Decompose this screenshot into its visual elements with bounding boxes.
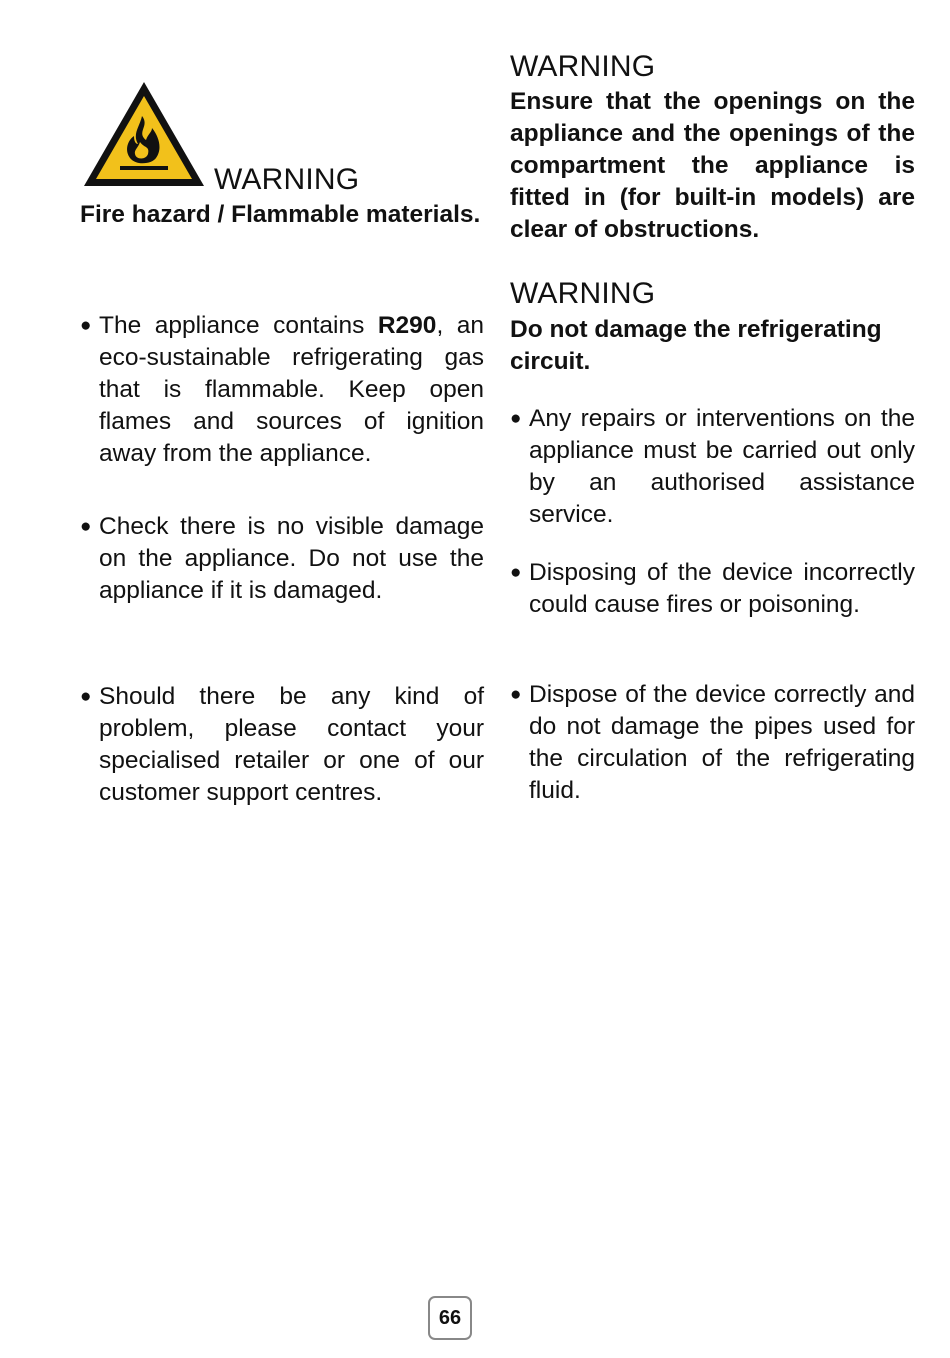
bullet-icon: ●: [510, 684, 522, 705]
warning-subtitle: Ensure that the openings on the appliance and the openings of the compartment the appliance is fitted in (for built-in models) are clear of obstructions.: [510, 88, 915, 243]
warning-title: WARNING: [214, 163, 360, 196]
list-item: [80, 681, 484, 809]
refrigerant-code: R290: [377, 312, 437, 339]
warning-title: WARNING: [510, 50, 656, 83]
list-item-text: Disposing of the device incorrectly could cause fires or poisoning.: [529, 559, 915, 618]
warning-subtitle: Fire hazard / Flammable materials.: [80, 201, 481, 228]
bullet-icon: ●: [80, 315, 92, 336]
bullet-icon: ●: [510, 408, 522, 429]
list-item: [510, 679, 915, 807]
warning-title: WARNING: [510, 277, 656, 310]
left-column: [80, 0, 484, 806]
list-item-text: Any repairs or interventions on the appliance must be carried out only by an authorised assistance service.: [529, 405, 915, 528]
fire-warning-header: [80, 0, 484, 228]
list-item-text: Dispose of the device correctly and do not damage the pipes used for the circulation of the refrigerating fluid.: [529, 681, 915, 804]
bullet-icon: ●: [510, 562, 522, 583]
list-item: [510, 403, 915, 531]
page-number: 66: [428, 1296, 472, 1340]
list-item-text: Check there is no visible damage on the appliance. Do not use the appliance if it is damaged.: [99, 513, 484, 604]
list-item-text: Should there be any kind of problem, please contact your specialised retailer or one of our customer support centres.: [99, 683, 484, 806]
list-item: [510, 557, 915, 621]
list-item: [80, 310, 484, 470]
flammable-hazard-icon: [80, 78, 208, 190]
bullet-icon: ●: [80, 516, 92, 537]
list-item: [80, 511, 484, 607]
bullet-icon: ●: [80, 686, 92, 707]
list-item-text: The appliance contains R290, an eco-sustainable refrigerating gas that is flammable. Keep open flames and sources of ignition away from the appliance.: [99, 312, 484, 467]
warning-subtitle: Do not damage the refrigerating circuit.: [510, 316, 882, 375]
